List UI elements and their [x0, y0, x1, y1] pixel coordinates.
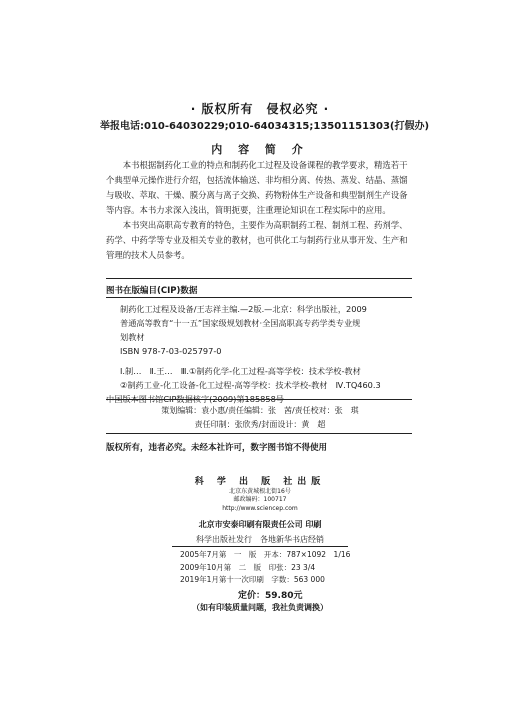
- divider: [106, 433, 412, 434]
- divider: [106, 399, 412, 400]
- edition-info: [180, 549, 380, 587]
- copyright-notice: · 版权所有 侵权必究 ·: [190, 102, 330, 116]
- cip-line: ②制药工业-化工设备-化工过程-高等学校：技术学校-教材 Ⅳ.TQ460.3: [120, 380, 381, 390]
- publisher-postcode: 邮政编码：100717: [233, 496, 287, 503]
- cip-line: 普通高等教育“十一五”国家级规划教材·全国高职高专药学类专业规: [120, 318, 361, 328]
- cip-line: 中国版本图书馆CIP数据核字(2009)第185858号: [106, 394, 284, 404]
- credits-line: 策划编辑：袁小惠/责任编辑：张 茜/责任校对：张 琪: [161, 406, 359, 415]
- credits: [0, 404, 520, 432]
- divider: [106, 278, 412, 279]
- summary-body: [106, 158, 412, 263]
- rights-notice: 版权所有，违者必究。未经本社许可，数字图书馆不得使用: [106, 443, 328, 453]
- edition-line: 2009年10月第 二 版 印张：23 3/4: [180, 562, 316, 572]
- cip-line: Ⅰ.制… Ⅱ.王… Ⅲ.①制药化学-化工过程-高等学校：技术学校-教材: [120, 366, 361, 376]
- cip-record: [106, 302, 412, 406]
- summary-paragraph-2: 本书突出高职高专教育的特色，主要作为高职制药工程、制剂工程、药剂学、药学、中药学等专业及相关专业的教材，也可供化工与制药行业从事开发、生产和管理的技术人员参考。: [106, 220, 408, 260]
- edition-line: 2005年7月第 一 版 开本：787×1092 1/16: [180, 550, 351, 559]
- divider: [172, 546, 348, 547]
- cip-line: 制药化工过程及设备/王志祥主编.—2版.—北京：科学出版社，2009: [120, 304, 367, 314]
- publisher-url: http://www.sciencep.com: [222, 505, 298, 512]
- quality-note: （如有印装质量问题，我社负责调换）: [192, 603, 328, 612]
- printer: 北京市安泰印刷有限责任公司 印刷: [198, 520, 322, 529]
- cip-heading: 图书在版编目(CIP)数据: [106, 286, 198, 296]
- price: 定价：59.80元: [238, 591, 303, 601]
- cip-line: 划教材: [120, 332, 145, 342]
- summary-title: 内 容 简 介: [211, 143, 309, 156]
- summary-paragraph-1: 本书根据制药化工业的特点和制药化工过程及设备课程的教学要求，精选若干个典型单元操作进行介绍，包括流体输送、非均相分离、传热、蒸发、结晶、蒸馏与吸收、萃取、干燥、膜分离与离子交换、药物粉体生产设备和典型制剂生产设备等内容。本书力求深入浅出，简明扼要，注重理论知识在工程实际中的应用。: [106, 160, 408, 215]
- edition-line: 2019年1月第十一次印刷 字数：563 000: [180, 575, 325, 584]
- publisher-address: 北京东黄城根北街16号: [229, 488, 291, 495]
- piracy-hotline: 举报电话:010-64030229;010-64034315;13501151303(打假办): [100, 121, 430, 132]
- credits-line: 责任印制：张欣秀/封面设计：黄 超: [194, 420, 326, 429]
- publisher-name: 科 学 出 版 社出版: [194, 477, 326, 487]
- cip-isbn: ISBN 978-7-03-025797-0: [120, 346, 222, 356]
- divider: [106, 297, 412, 298]
- distributor: 科学出版社发行 各地新华书店经销: [196, 535, 324, 544]
